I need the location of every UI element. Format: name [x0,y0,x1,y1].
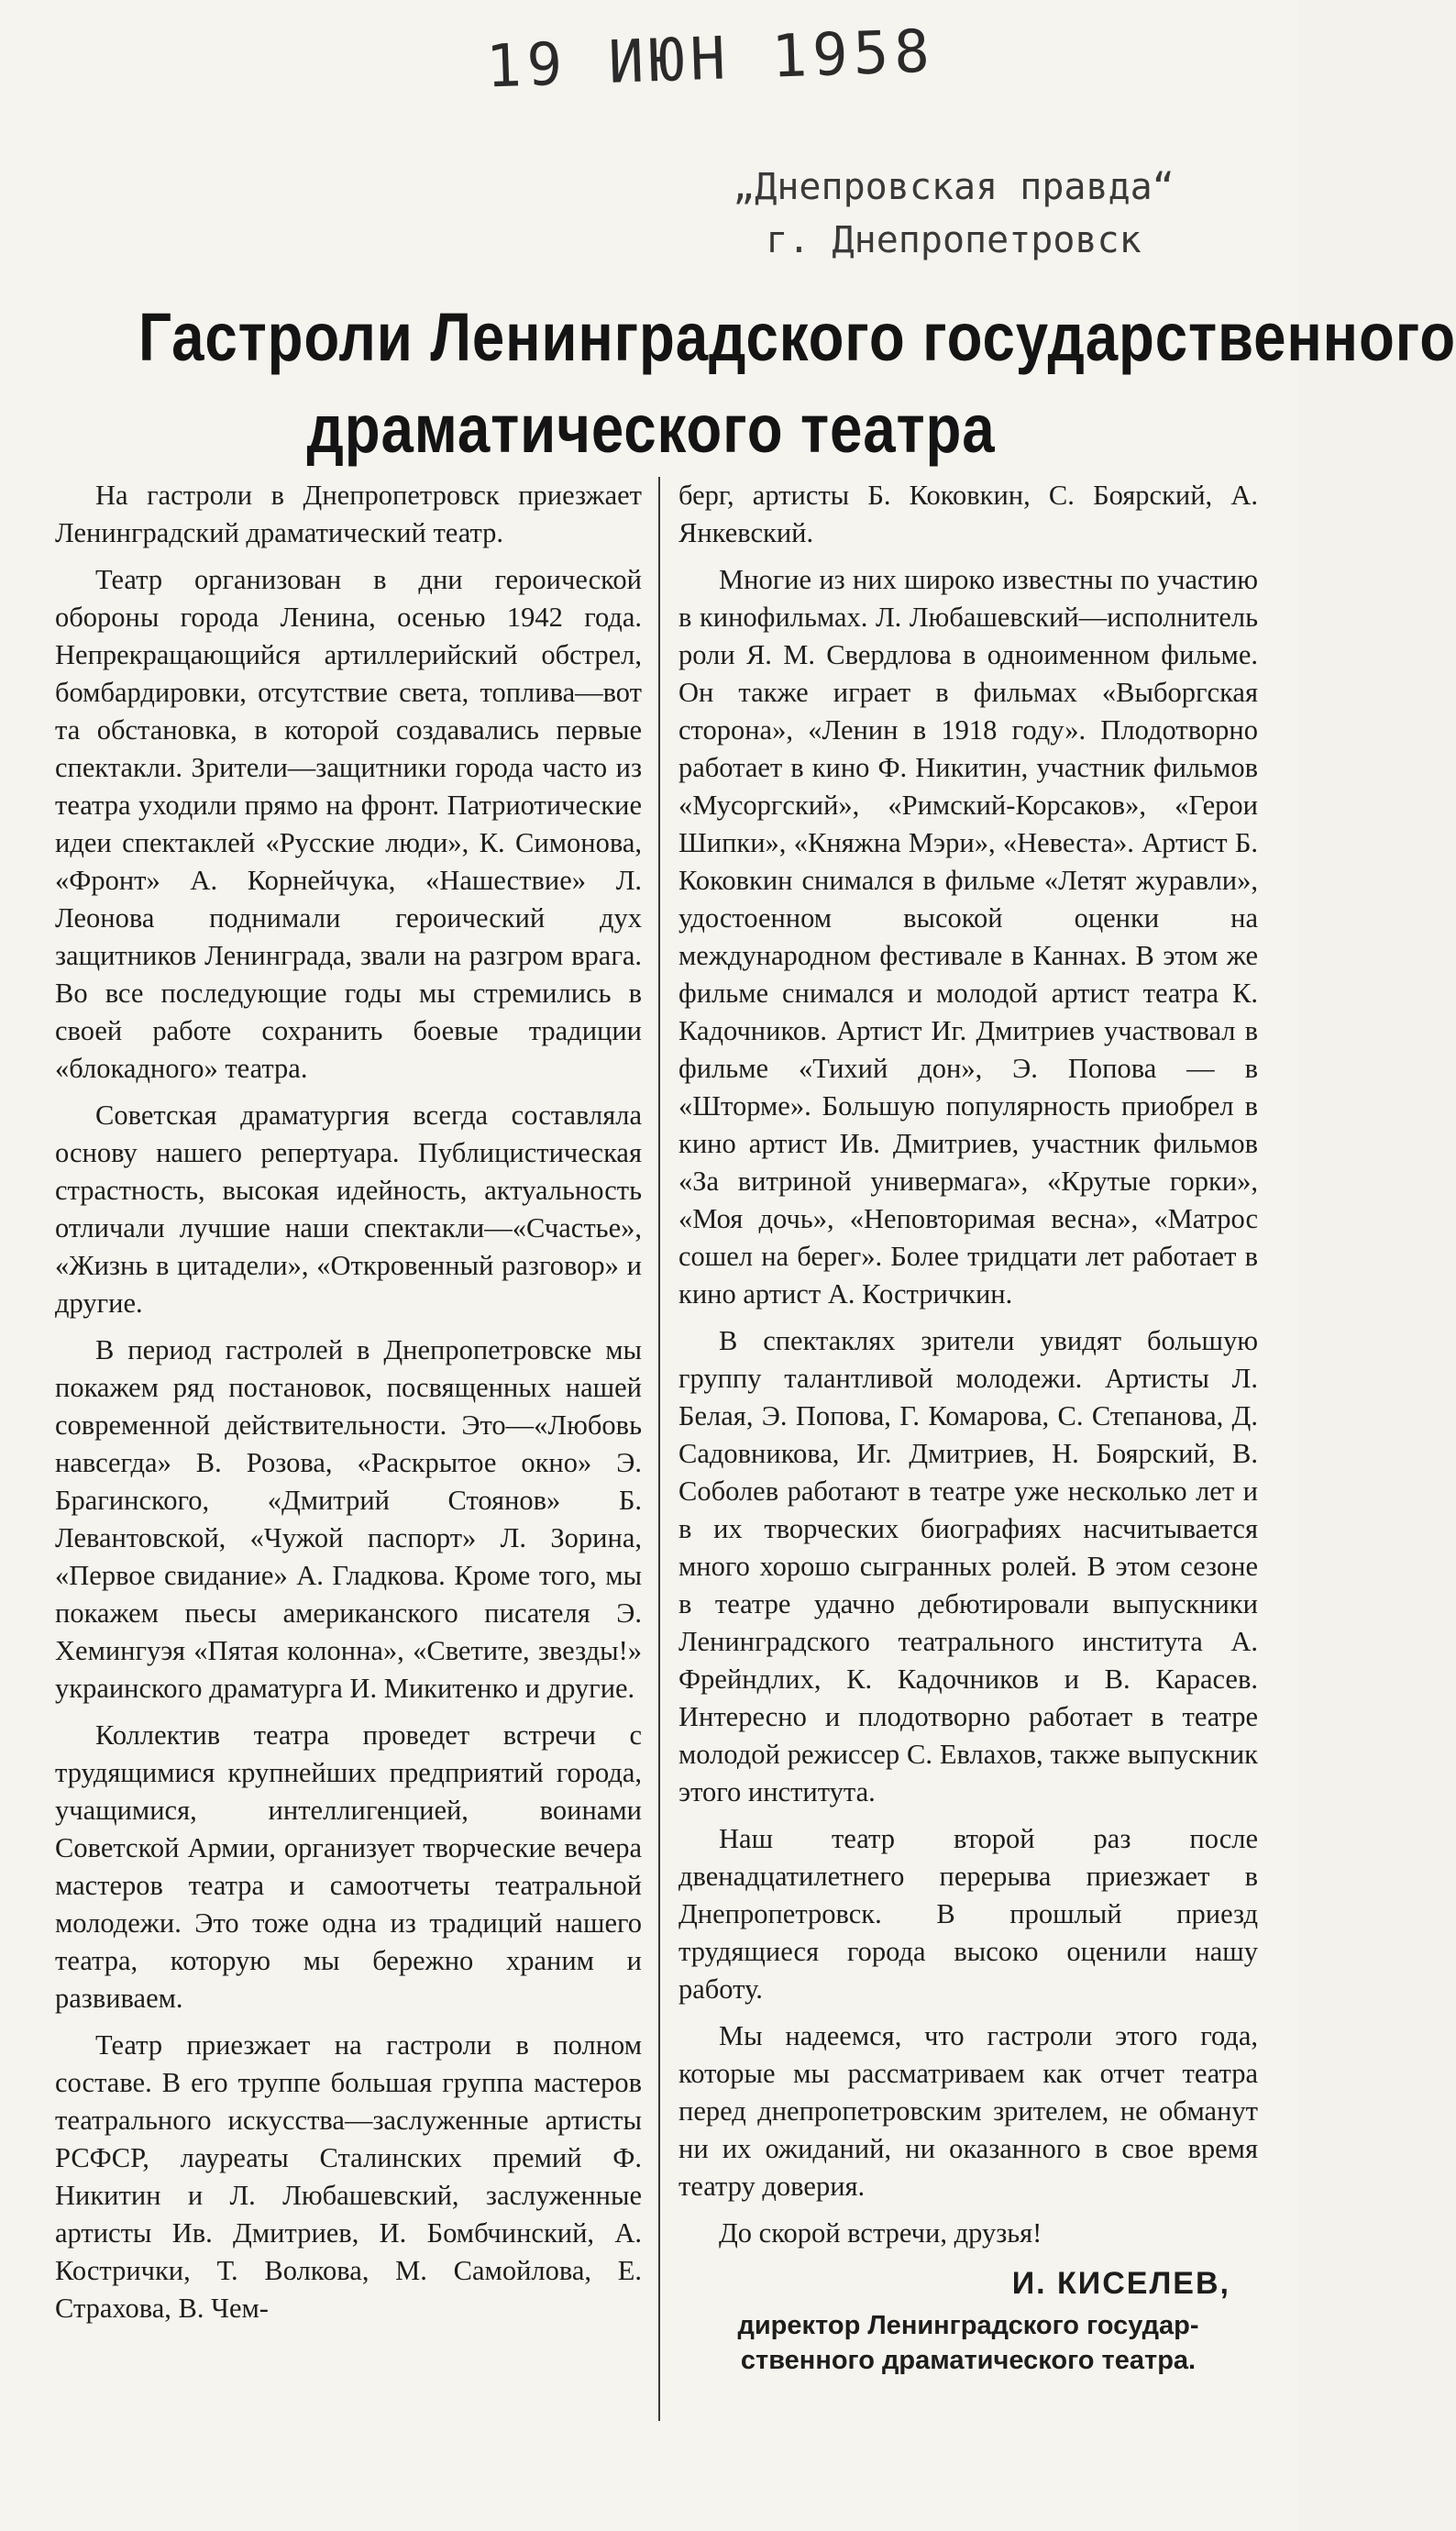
paragraph: Многие из них широко известны по участию в кинофильмах. Л. Любашевский—исполнитель роли Я. М. Свердлова в одноименном фильме. Он также играет в фильмах «Выборгская сторона», «Ленин в 1918 году». Плодотворно работает в кино Ф. Никитин, участник фильмов «Мусоргский», «Римский-Корсаков», «Герои Шипки», «Княжна Мэри», «Невеста». Артист Б. Коковкин снимался в фильме «Летят журавли», удостоенном высокой оценки на международном фестивале в Каннах. В этом же фильме снимался и молодой артист театра К. Кадочников. Артист Иг. Дмитриев участвовал в фильме «Тихий дон», Э. Попова — в «Шторме». Большую популярность приобрел в кино артист Ив. Дмитриев, участник фильмов «За витриной универмага», «Крутые горки», «Моя дочь», «Неповторимая весна», «Матрос сошел на берег». Более тридцати лет работает в кино артист А. Костричкин. [678,564,1258,1310]
signature-title-line-1: директор Ленинградского государ- [737,2311,1199,2340]
paragraph: В период гастролей в Днепропетровске мы покажем ряд постановок, посвященных нашей современной действительности. Это—«Любовь навсегда» В. Розова, «Раскрытое окно» Э. Брагинского, «Дмитрий Стоянов» Б. Левантовской, «Чужой паспорт» Л. Зорина, «Первое свидание» А. Гладкова. Кроме того, мы покажем пьесы американского писателя Э. Хемингуэя «Пятая колонна», «Светите, звезды!» украинского драматурга И. Микитенко и другие. [55,1334,642,1704]
paragraph: Театр приезжает на гастроли в полном составе. В его труппе большая группа мастеров театрального искусства—заслуженные артисты РСФСР, лауреаты Сталинских премий Ф. Никитин и Л. Любашевский, заслуженные артисты Ив. Дмитриев, И. Бомбчинский, А. Кострички, Т. Волкова, М. Самойлова, Е. Страхова, В. Чем- [55,2029,642,2324]
paragraph: В спектаклях зрители увидят большую группу талантливой молодежи. Артисты Л. Белая, Э. Попова, Г. Комарова, С. Степанова, Д. Садовникова, Иг. Дмитриев, Н. Боярский, В. Соболев работают в театре уже несколько лет и в их творческих биографиях насчитывается много хорошо сыгранных ролей. В этом сезоне в театре удачно дебютировали выпускники Ленинградского театрального института А. Фрейндлих, К. Кадочников и В. Карасев. Интересно и плодотворно работает в театре молодой режиссер С. Евлахов, также выпускник этого института. [678,1325,1258,1807]
signature-title-line-2: ственного драматического театра. [740,2346,1197,2375]
article-column-left [55,477,642,2337]
article-headline [138,292,1456,475]
paragraph: На гастроли в Днепропетровск приезжает Ленинградский драматический театр. [55,480,642,548]
headline-line-1: Гастроли Ленинградского государственного [138,299,1456,375]
date-stamp: 19 ИЮН 1958 [484,17,936,102]
closing-line: До скорой встречи, друзья! [719,2217,1042,2249]
newspaper-name: „Днепровская правда“ [733,166,1175,208]
paragraph: Советская драматургия всегда составляла основу нашего репертуара. Публицистическая страстность, высокая идейность, актуальность отличали лучшие наши спектакли—«Счастье», «Жизнь в цитадели», «Откровенный разговор» и другие. [55,1100,642,1319]
paragraph: Мы надеемся, что гастроли этого года, которые мы рассматриваем как отчет театра перед днепропетровским зрителем, не обманут ни их ожиданий, ни оказанного в свое время театру доверия. [678,2020,1258,2202]
paragraph-continuation: берг, артисты Б. Коковкин, С. Боярский, А. Янкевский. [678,480,1258,548]
signature-name: И. КИСЕЛЕВ, [1011,2266,1230,2301]
paragraph: Наш театр второй раз после двенадцатилетнего перерыва приезжает в Днепропетровск. В прошлый приезд трудящиеся города высоко оценили нашу работу. [678,1823,1258,2005]
source-city: г. Днепропетровск [766,219,1142,261]
column-divider [658,477,660,2421]
paragraph: Театр организован в дни героической обороны города Ленина, осенью 1942 года. Непрекращающийся артиллерийский обстрел, бомбардировки, отсутствие света, топлива—вот та обстановка, в которой создавались первые спектакли. Зрители—защитники города часто из театра уходили прямо на фронт. Патриотические идеи спектаклей «Русские люди», К. Симонова, «Фронт» А. Корнейчука, «Нашествие» Л. Леонова поднимали героический дух защитников Ленинграда, звали на разгром врага. Во все последующие годы мы стремились в своей работе сохранить боевые традиции «блокадного» театра. [55,564,642,1084]
headline-line-2: драматического театра [306,391,996,467]
source-block [715,160,1192,267]
paragraph: Коллектив театра проведет встречи с трудящимися крупнейших предприятий города, учащимися, интеллигенцией, воинами Советской Армии, организует творческие вечера мастеров театра и самоотчеты театральной молодежи. Это тоже одна из традиций нашего театра, которую мы бережно храним и развиваем. [55,1719,642,2014]
article-column-right [678,477,1258,2378]
signature-title [678,2308,1258,2378]
